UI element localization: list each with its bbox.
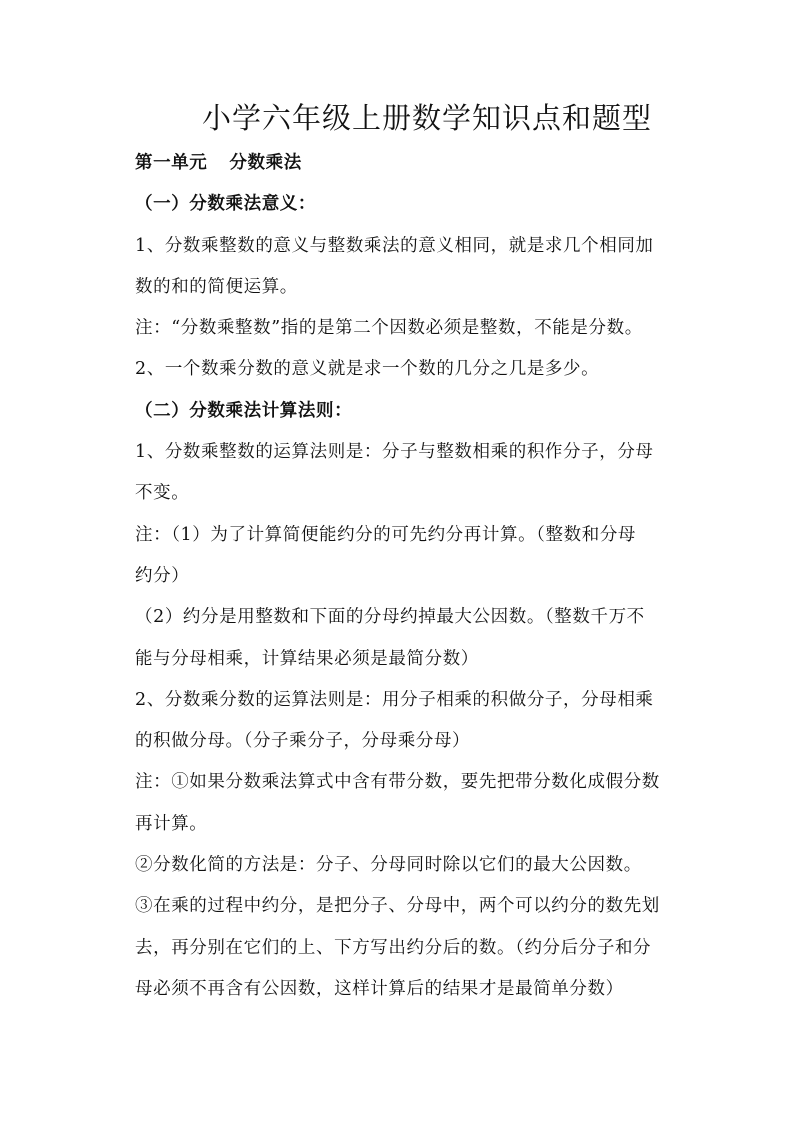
text-line: 母必须不再含有公因数，这样计算后的结果才是最简单分数） — [135, 978, 624, 999]
text-line: 2、分数乘分数的运算法则是：用分子相乘的积做分子，分母相乘 — [135, 689, 654, 710]
document-body — [135, 143, 695, 1010]
text-line: 去，再分别在它们的上、下方写出约分后的数。（约分后分子和分 — [135, 937, 652, 958]
text-line: 注：“分数乘整数”指的是第二个因数必须是整数，不能是分数。 — [135, 318, 643, 339]
text-line: 1、分数乘整数的运算法则是：分子与整数相乘的积作分子，分母 — [135, 442, 654, 463]
text-line: ②分数化简的方法是：分子、分母同时除以它们的最大公因数。 — [135, 855, 642, 876]
text-line: 再计算。 — [135, 813, 208, 834]
unit-heading — [135, 143, 695, 184]
text-line: 注：①如果分数乘法算式中含有带分数，要先把带分数化成假分数 — [135, 772, 660, 793]
section-heading: （二）分数乘法计算法则： — [135, 400, 353, 421]
text-line: 能与分母相乘，计算结果必须是最简分数） — [135, 648, 479, 669]
text-line: （2）约分是用整数和下面的分母约掉最大公因数。（整数千万不 — [135, 607, 645, 628]
text-lines — [135, 184, 695, 1010]
unit-number: 第一单元 — [135, 153, 208, 173]
text-line: 约分） — [135, 565, 190, 586]
text-line: 不变。 — [135, 483, 190, 504]
text-line: 1、分数乘整数的意义与整数乘法的意义相同，就是求几个相同加 — [135, 235, 654, 256]
text-line: ③在乘的过程中约分，是把分子、分母中，两个可以约分的数先划 — [135, 896, 660, 917]
text-line: 2、一个数乘分数的意义就是求一个数的几分之几是多少。 — [135, 359, 600, 380]
document-title: 小学六年级上册数学知识点和题型 — [201, 101, 652, 135]
unit-name: 分数乘法 — [229, 153, 302, 173]
section-heading: （一）分数乘法意义： — [135, 194, 316, 215]
text-line: 数的和的简便运算。 — [135, 276, 298, 297]
text-line: 注：（1）为了计算简便能约分的可先约分再计算。（整数和分母 — [135, 524, 637, 545]
text-line: 的积做分母。（分子乘分子，分母乘分母） — [135, 731, 471, 752]
